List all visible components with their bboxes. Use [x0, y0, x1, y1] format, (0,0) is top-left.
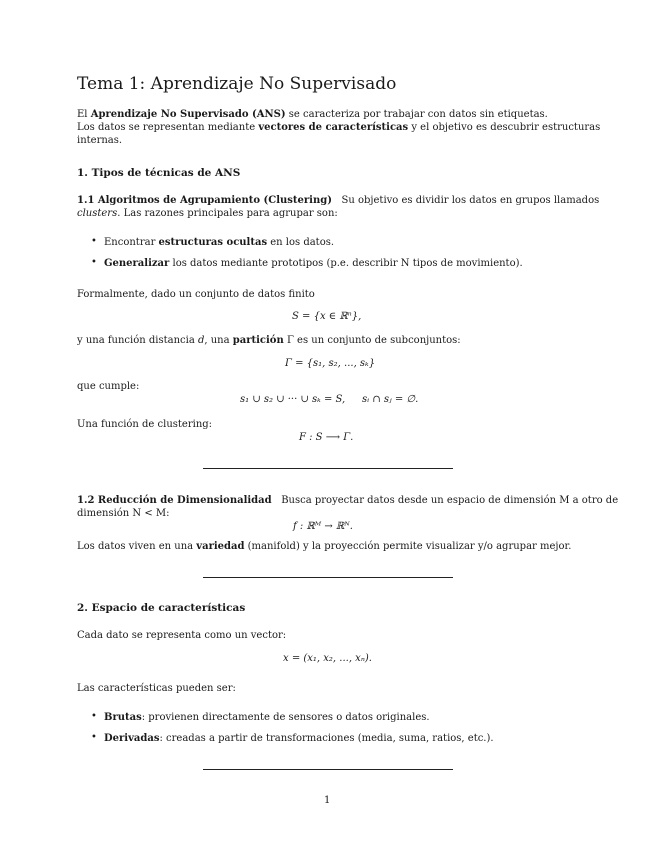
- list-item: Derivadas: creadas a partir de transformaciones (media, suma, ratios, etc.).: [104, 733, 494, 744]
- list-item: Generalizar los datos mediante prototipos (p.e. describir N tipos de movimiento).: [104, 258, 523, 269]
- list-item: Encontrar estructuras ocultas en los datos.: [104, 237, 335, 248]
- manifold-text: Los datos viven en una variedad (manifold) y la proyección permite visualizar y/o agrupar mejor.: [77, 541, 572, 552]
- equation-S: S = {x ∈ ℝⁿ},: [292, 311, 362, 322]
- subsection-1-2-heading: 1.2 Reducción de Dimensionalidad: [77, 495, 272, 506]
- intro-paragraph-2-cont: internas.: [77, 135, 123, 146]
- equation-intersection: sᵢ ∩ sⱼ = ∅.: [362, 394, 419, 405]
- vector-text: Cada dato se representa como un vector:: [77, 630, 287, 641]
- horizontal-rule: [203, 468, 453, 469]
- equation-union: s₁ ∪ s₂ ∪ ··· ∪ sₖ = S,: [240, 394, 346, 405]
- page-title: Tema 1: Aprendizaje No Supervisado: [77, 74, 397, 94]
- page-number: 1: [324, 795, 331, 806]
- subsection-1-1-line-1: 1.1 Algoritmos de Agrupamiento (Clustering) Su objetivo es dividir los datos en grupos llamados: [77, 195, 600, 206]
- intro-paragraph-1: El Aprendizaje No Supervisado (ANS) se caracteriza por trabajar con datos sin etiquetas.: [77, 109, 548, 120]
- equation-x: x = (x₁, x₂, ..., xₙ).: [283, 653, 372, 664]
- horizontal-rule: [203, 769, 453, 770]
- subsection-1-2-line-1: 1.2 Reducción de Dimensionalidad Busca proyectar datos desde un espacio de dimensión M a otro de: [77, 495, 619, 506]
- horizontal-rule: [203, 577, 453, 578]
- subsection-1-1-heading: 1.1 Algoritmos de Agrupamiento (Clustering): [77, 195, 332, 206]
- section-2-heading: 2. Espacio de características: [77, 602, 246, 614]
- section-1-heading: 1. Tipos de técnicas de ANS: [77, 167, 241, 179]
- subsection-1-1-line-2: clusters. Las razones principales para agrupar son:: [77, 208, 338, 219]
- types-text: Las características pueden ser:: [77, 683, 236, 694]
- bullet-marker: •: [91, 257, 97, 268]
- bullet-marker: •: [91, 236, 97, 247]
- equation-Gamma: Γ = {s₁, s₂, ..., sₖ}: [285, 358, 376, 369]
- bullet-marker: •: [91, 732, 97, 743]
- partition-text: y una función distancia d, una partición Γ es un conjunto de subconjuntos:: [77, 335, 461, 346]
- bullet-marker: •: [91, 711, 97, 722]
- list-item: Brutas: provienen directamente de sensores o datos originales.: [104, 712, 430, 723]
- equation-F: F : S ⟶ Γ.: [299, 432, 354, 443]
- equation-f: f : ℝᴹ → ℝᴺ.: [293, 521, 353, 532]
- intro-paragraph-2: Los datos se representan mediante vectores de características y el objetivo es descubrir estructuras: [77, 122, 601, 133]
- clustering-function-text: Una función de clustering:: [77, 419, 213, 430]
- cumple-text: que cumple:: [77, 381, 140, 392]
- subsection-1-2-line-2: dimensión N < M:: [77, 508, 170, 519]
- formal-text: Formalmente, dado un conjunto de datos finito: [77, 289, 315, 300]
